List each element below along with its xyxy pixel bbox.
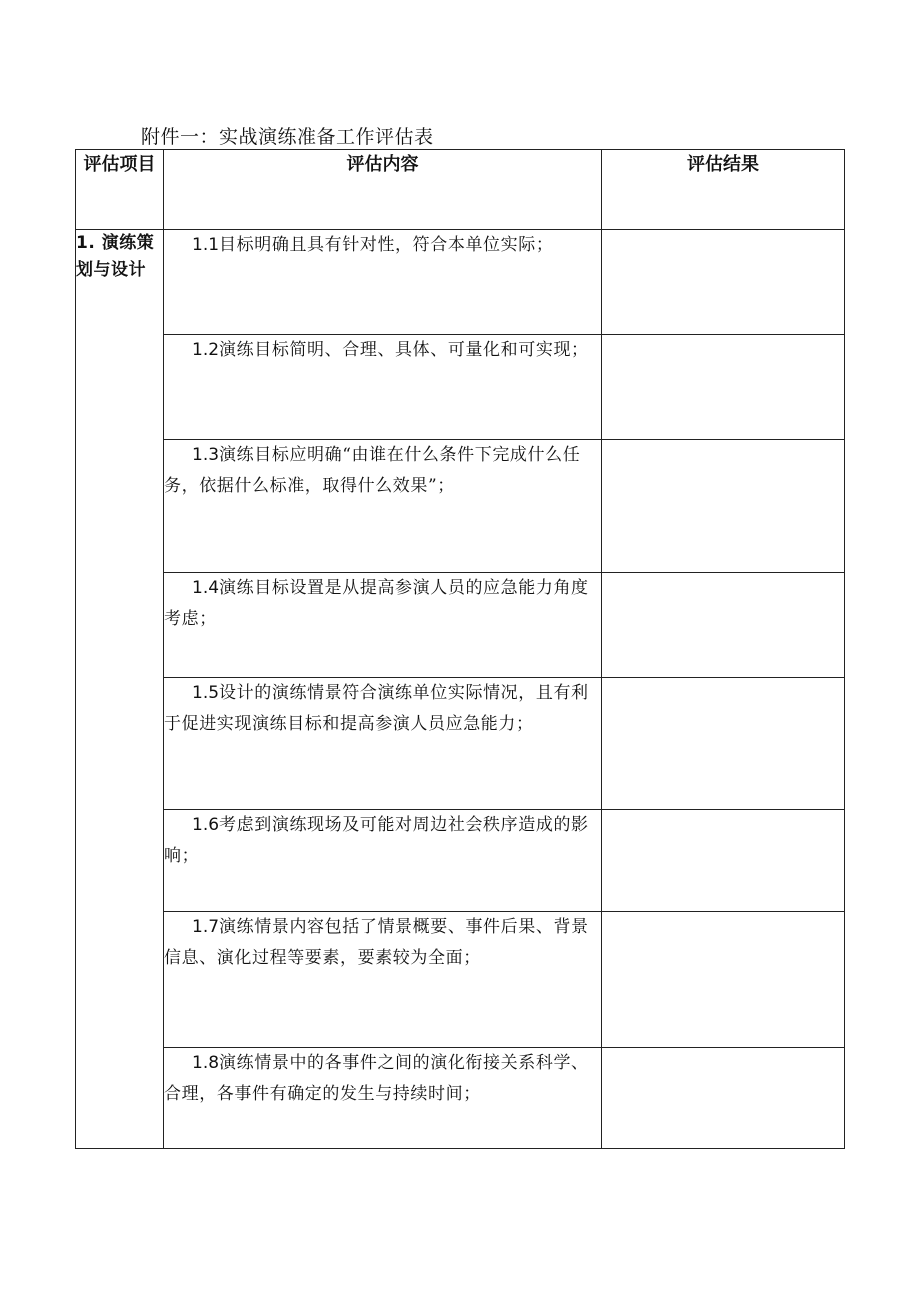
table-row — [76, 440, 845, 573]
table-row — [76, 335, 845, 440]
criterion-text: 演练情景内容包括了情景概要、事件后果、背景信息、演化过程等要素，要素较为全面； — [164, 917, 589, 968]
criterion-text: 考虑到演练现场及可能对周边社会秩序造成的影响； — [164, 815, 589, 866]
criterion-number: 1.1 — [192, 235, 220, 255]
header-result: 评估结果 — [602, 150, 845, 230]
criterion-1-1 — [164, 230, 602, 335]
criterion-number: 1.4 — [192, 578, 220, 598]
header-item: 评估项目 — [76, 150, 164, 230]
criterion-text: 目标明确且具有针对性，符合本单位实际； — [219, 235, 554, 255]
criterion-number: 1.7 — [192, 917, 220, 937]
table-row — [76, 912, 845, 1048]
table-row — [76, 1048, 845, 1149]
criterion-text: 演练目标应明确“由谁在什么条件下完成什么任务，依据什么标准，取得什么效果”； — [164, 445, 581, 496]
criterion-text: 演练目标设置是从提高参演人员的应急能力角度考虑； — [164, 578, 589, 629]
result-cell[interactable] — [602, 573, 845, 678]
result-cell[interactable] — [602, 230, 845, 335]
result-cell[interactable] — [602, 440, 845, 573]
result-cell[interactable] — [602, 678, 845, 810]
criterion-1-5 — [164, 678, 602, 810]
criterion-1-6 — [164, 810, 602, 912]
criterion-1-3 — [164, 440, 602, 573]
criterion-number: 1.8 — [192, 1053, 220, 1073]
table-row — [76, 678, 845, 810]
criterion-text: 演练目标简明、合理、具体、可量化和可实现； — [219, 340, 589, 360]
result-cell[interactable] — [602, 912, 845, 1048]
criterion-number: 1.3 — [192, 445, 220, 465]
criterion-1-8 — [164, 1048, 602, 1149]
criterion-number: 1.2 — [192, 340, 220, 360]
criterion-number: 1.6 — [192, 815, 220, 835]
header-content: 评估内容 — [164, 150, 602, 230]
criterion-text: 设计的演练情景符合演练单位实际情况，且有利于促进实现演练目标和提高参演人员应急能力； — [164, 683, 589, 734]
criterion-1-7 — [164, 912, 602, 1048]
criterion-1-4 — [164, 573, 602, 678]
result-cell[interactable] — [602, 810, 845, 912]
criterion-text: 演练情景中的各事件之间的演化衔接关系科学、合理，各事件有确定的发生与持续时间； — [164, 1053, 589, 1104]
result-cell[interactable] — [602, 1048, 845, 1149]
table-row — [76, 230, 845, 335]
section-label: 1. 演练策划与设计 — [76, 230, 164, 1149]
table-row — [76, 810, 845, 912]
result-cell[interactable] — [602, 335, 845, 440]
table-row — [76, 573, 845, 678]
criterion-1-2 — [164, 335, 602, 440]
document-title: 附件一：实战演练准备工作评估表 — [141, 126, 434, 148]
header-row — [76, 150, 845, 230]
criterion-number: 1.5 — [192, 683, 220, 703]
evaluation-table — [75, 149, 845, 1149]
